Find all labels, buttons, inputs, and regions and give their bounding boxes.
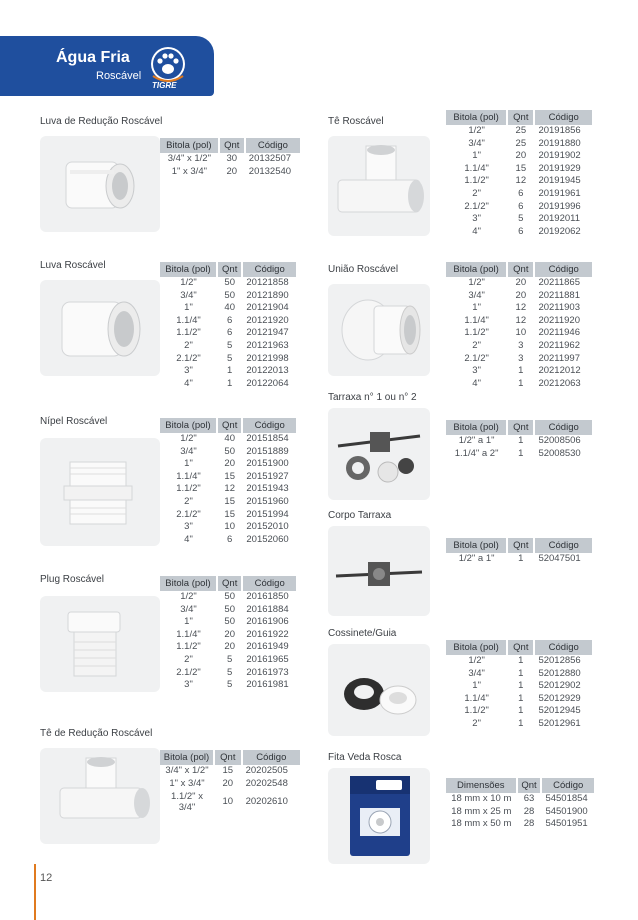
table-row: 1" 20 20151900 [160,458,296,471]
table-row: 3/4" 50 20161884 [160,603,296,616]
table-row: 1" x 3/4" 20 20132540 [160,165,300,178]
col-header-codigo: Código [541,778,594,793]
spec-table-luva [160,262,296,390]
col-header-qnt: Qnt [507,640,534,655]
spec-table-te [446,110,592,238]
table-row: 1.1/4" 6 20121920 [160,314,296,327]
page-title: Água Fria [56,49,130,66]
spec-table-te-reducao [160,750,300,814]
table-row: 1.1/2" 12 20151943 [160,483,296,496]
table-row: 3/4" x 1/2" 15 20202505 [160,765,300,777]
col-header-qnt: Qnt [507,110,534,125]
page-subtitle: Roscável [96,70,142,82]
table-row: 1/2" 20 20211865 [446,277,592,289]
table-row: 1.1/4" a 2" 1 52008530 [446,447,592,460]
table-row: 3/4" 50 20151889 [160,445,296,458]
table-row: 2.1/2" 6 20191996 [446,200,592,213]
footer-accent-rule [34,864,36,920]
col-header-bitola: Bitola (pol) [446,262,507,277]
product-label-luva: Luva Roscável [40,260,106,271]
table-row: 2" 15 20151960 [160,495,296,508]
col-header-bitola: Bitola (pol) [446,538,507,553]
product-photo-luva [40,280,160,376]
col-header-codigo: Código [242,418,296,433]
table-row: 3" 1 20212012 [446,365,592,378]
col-header-qnt: Qnt [217,262,242,277]
table-row: 3/4" 25 20191880 [446,137,592,150]
col-header-bitola: Bitola (pol) [160,138,219,153]
table-row: 1/2" 1 52012856 [446,655,592,667]
col-header-qnt: Qnt [214,750,242,765]
product-photo-te [328,136,430,236]
table-row: 1/2" 25 20191856 [446,125,592,137]
product-photo-uniao [328,284,430,376]
product-photo-fita [328,768,430,864]
table-row: 1.1/2" 10 20211946 [446,327,592,340]
table-row: 3" 5 20161981 [160,679,296,692]
product-label-te: Tê Roscável [328,116,384,127]
product-photo-luva-reducao [40,136,160,232]
product-photo-nipel [40,438,160,546]
product-photo-plug [40,596,160,692]
table-row: 3" 1 20122013 [160,365,296,378]
table-row: 1.1/2" x 3/4" 10 20202610 [160,790,300,814]
product-label-fita: Fita Veda Rosca [328,752,402,763]
table-row: 4" 1 20122064 [160,377,296,390]
col-header-bitola: Bitola (pol) [446,110,507,125]
product-label-plug: Plug Roscável [40,574,104,585]
table-row: 2" 5 20121963 [160,339,296,352]
table-row: 4" 6 20192062 [446,225,592,238]
spec-table-luva-reducao [160,138,300,178]
col-header-qnt: Qnt [217,418,242,433]
col-header-codigo: Código [534,640,592,655]
table-row: 2.1/2" 5 20121998 [160,352,296,365]
table-row: 1.1/4" 12 20211920 [446,314,592,327]
table-row: 18 mm x 50 m 28 54501951 [446,818,594,831]
table-row: 18 mm x 10 m 63 54501854 [446,793,594,805]
product-photo-te-reducao [40,748,160,844]
col-header-codigo: Código [534,420,592,435]
spec-table-cossinete [446,640,592,731]
col-header-qnt: Qnt [219,138,245,153]
product-label-cossinete: Cossinete/Guia [328,628,397,639]
table-row: 1/2" a 1" 1 52047501 [446,553,592,565]
table-row: 1.1/2" 12 20191945 [446,175,592,188]
col-header-bitola: Bitola (pol) [160,262,217,277]
col-header-bitola: Bitola (pol) [446,640,507,655]
page-number: 12 [40,872,53,884]
table-row: 2.1/2" 15 20151994 [160,508,296,521]
product-photo-cossinete [328,644,430,736]
table-row: 4" 6 20152060 [160,533,296,546]
col-header-codigo: Código [534,262,592,277]
table-row: 1/2" 50 20121858 [160,277,296,289]
table-row: 1.1/4" 20 20161922 [160,628,296,641]
table-row: 1.1/2" 6 20121947 [160,327,296,340]
product-photo-corpo-tarraxa [328,526,430,616]
table-row: 1/2" a 1" 1 52008506 [446,435,592,447]
table-row: 2.1/2" 3 20211997 [446,352,592,365]
table-row: 3" 10 20152010 [160,521,296,534]
col-header-qnt: Qnt [517,778,542,793]
col-header-qnt: Qnt [507,262,534,277]
product-label-nipel: Nípel Roscável [40,416,108,427]
table-row: 3/4" 50 20121890 [160,289,296,302]
table-row: 1.1/2" 20 20161949 [160,641,296,654]
table-row: 1" 20 20191902 [446,150,592,163]
table-row: 3/4" x 1/2" 30 20132507 [160,153,300,165]
col-header-dimensoes: Dimensões [446,778,517,793]
table-row: 2.1/2" 5 20161973 [160,666,296,679]
table-row: 1.1/2" 1 52012945 [446,705,592,718]
product-label-tarraxa: Tarraxa n° 1 ou n° 2 [328,392,417,403]
table-row: 4" 1 20212063 [446,377,592,390]
table-row: 1" x 3/4" 20 20202548 [160,777,300,790]
spec-table-uniao [446,262,592,390]
product-label-uniao: União Roscável [328,264,399,275]
col-header-bitola: Bitola (pol) [160,418,217,433]
spec-table-tarraxa [446,420,592,460]
col-header-qnt: Qnt [217,576,242,591]
table-row: 1" 40 20121904 [160,302,296,315]
col-header-qnt: Qnt [507,420,534,435]
table-row: 18 mm x 25 m 28 54501900 [446,805,594,818]
table-row: 1/2" 50 20161850 [160,591,296,603]
table-row: 3/4" 1 52012880 [446,667,592,680]
col-header-codigo: Código [534,538,592,553]
col-header-codigo: Código [245,138,300,153]
table-row: 1.1/4" 1 52012929 [446,692,592,705]
table-row: 1" 1 52012902 [446,680,592,693]
table-row: 1.1/4" 15 20191929 [446,162,592,175]
spec-table-corpo-tarraxa [446,538,592,566]
product-label-luva-reducao: Luva de Redução Roscável [40,116,163,127]
table-row: 3" 5 20192011 [446,213,592,226]
spec-table-plug [160,576,296,692]
col-header-bitola: Bitola (pol) [160,576,217,591]
table-row: 2" 6 20191961 [446,187,592,200]
col-header-codigo: Código [242,750,300,765]
table-row: 1" 50 20161906 [160,616,296,629]
product-label-corpo-tarraxa: Corpo Tarraxa [328,510,392,521]
table-row: 2" 3 20211962 [446,339,592,352]
table-row: 2" 5 20161965 [160,653,296,666]
table-row: 2" 1 52012961 [446,717,592,730]
col-header-bitola: Bitola (pol) [446,420,507,435]
table-row: 1/2" 40 20151854 [160,433,296,445]
col-header-codigo: Código [242,262,296,277]
col-header-codigo: Código [534,110,592,125]
brand-wordmark: TIGRE [152,81,177,90]
col-header-bitola: Bitola (pol) [160,750,214,765]
col-header-qnt: Qnt [507,538,534,553]
table-row: 1.1/4" 15 20151927 [160,470,296,483]
col-header-codigo: Código [242,576,296,591]
table-row: 3/4" 20 20211881 [446,289,592,302]
spec-table-nipel [160,418,296,546]
product-photo-tarraxa [328,408,430,500]
product-label-te-reducao: Tê de Redução Roscável [40,728,153,739]
table-row: 1" 12 20211903 [446,302,592,315]
spec-table-fita [446,778,594,831]
